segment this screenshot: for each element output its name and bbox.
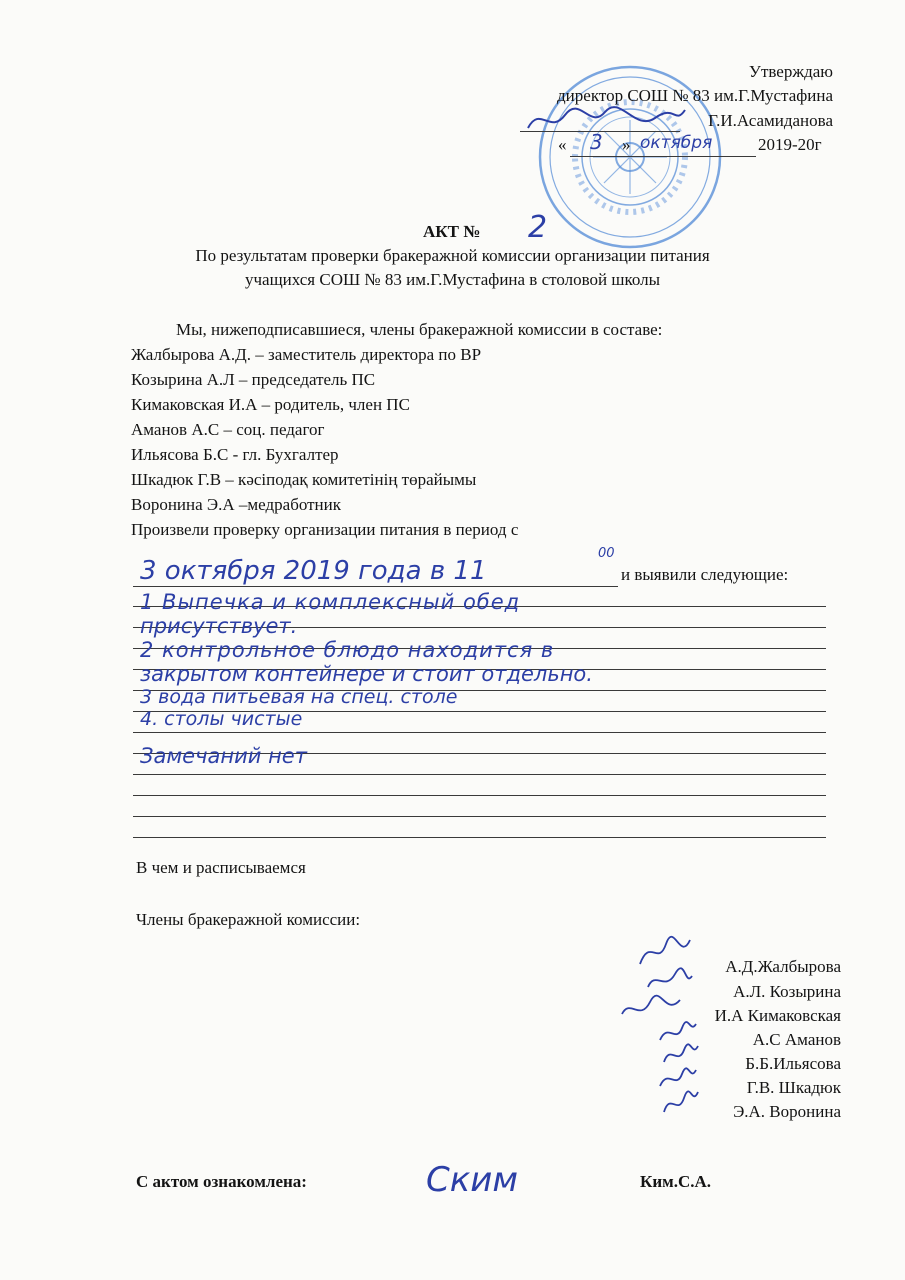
- finding-line: 3 вода питьевая на спец. столе: [140, 686, 458, 708]
- findings-rule: [133, 816, 826, 817]
- finding-line: присутствует.: [140, 614, 298, 638]
- member-line: Шкадюк Г.В – кәсіподақ комитетінің төрайымы: [131, 470, 477, 489]
- period-superscript: 00: [598, 546, 615, 561]
- findings-rule: [133, 795, 826, 796]
- findings-rule: [133, 837, 826, 838]
- signatory-name: Б.Б.Ильясова: [745, 1054, 841, 1073]
- finding-line: 2 контрольное блюдо находится в: [140, 638, 555, 662]
- acknowledged-name: Ким.С.А.: [640, 1172, 712, 1191]
- finding-line: 1 Выпечка и комплексный обед: [140, 590, 521, 614]
- approval-date-day: 3: [590, 130, 603, 154]
- act-number: 2: [528, 210, 548, 245]
- acknowledged-signature: Ским: [426, 1160, 519, 1200]
- member-line: Кимаковская И.А – родитель, член ПС: [131, 395, 410, 414]
- member-line: Жалбырова А.Д. – заместитель директора по ВР: [131, 345, 482, 364]
- approval-date-close: »: [622, 135, 631, 154]
- finding-line: закрытом контейнере и стоит отдельно.: [140, 662, 593, 686]
- findings-rule: [133, 774, 826, 775]
- approval-year: 2019-20г: [758, 135, 822, 154]
- intro-text: Мы, нижеподписавшиеся, члены бракеражной комиссии в составе:: [176, 320, 663, 339]
- signatory-name: А.С Аманов: [752, 1030, 841, 1049]
- signatory-name: Г.В. Шкадюк: [746, 1078, 841, 1097]
- period-line: [133, 586, 618, 587]
- period-text: Произвели проверку организации питания в период с: [131, 520, 519, 539]
- approval-date-month: октября: [640, 133, 713, 153]
- finding-line: Замечаний нет: [140, 744, 307, 768]
- act-subtitle-1: По результатам проверки бракеражной комиссии организации питания: [195, 246, 710, 265]
- signatory-name: Э.А. Воронина: [733, 1102, 841, 1121]
- signatory-name: И.А Кимаковская: [714, 1006, 841, 1025]
- approval-name: Г.И.Асамиданова: [708, 111, 833, 130]
- signatory-name: А.Л. Козырина: [733, 982, 841, 1001]
- findings-intro: и выявили следующие:: [621, 565, 789, 584]
- acknowledged-label: С актом ознакомлена:: [136, 1172, 307, 1191]
- member-signatures: [620, 932, 700, 1132]
- member-line: Воронина Э.А –медработник: [131, 495, 342, 514]
- act-title: АКТ №: [423, 222, 481, 241]
- member-line: Аманов А.С – соц. педагог: [131, 420, 325, 439]
- sign-text: В чем и расписываемся: [136, 858, 306, 877]
- signatory-name: А.Д.Жалбырова: [725, 957, 841, 976]
- commission-label: Члены бракеражной комиссии:: [136, 910, 361, 929]
- approval-title: Утверждаю: [748, 62, 833, 81]
- approval-date-open: «: [558, 135, 567, 154]
- act-subtitle-2: учащихся СОШ № 83 им.Г.Мустафина в столовой школы: [244, 270, 661, 289]
- finding-line: 4. столы чистые: [140, 708, 303, 730]
- period-handwritten: 3 октября 2019 года в 11: [140, 556, 487, 586]
- approval-position: директор СОШ № 83 им.Г.Мустафина: [557, 86, 833, 105]
- approval-date-line: [570, 156, 756, 157]
- member-line: Козырина А.Л – председатель ПС: [131, 370, 376, 389]
- member-line: Ильясова Б.С - гл. Бухгалтер: [131, 445, 339, 464]
- findings-rule: [133, 732, 826, 733]
